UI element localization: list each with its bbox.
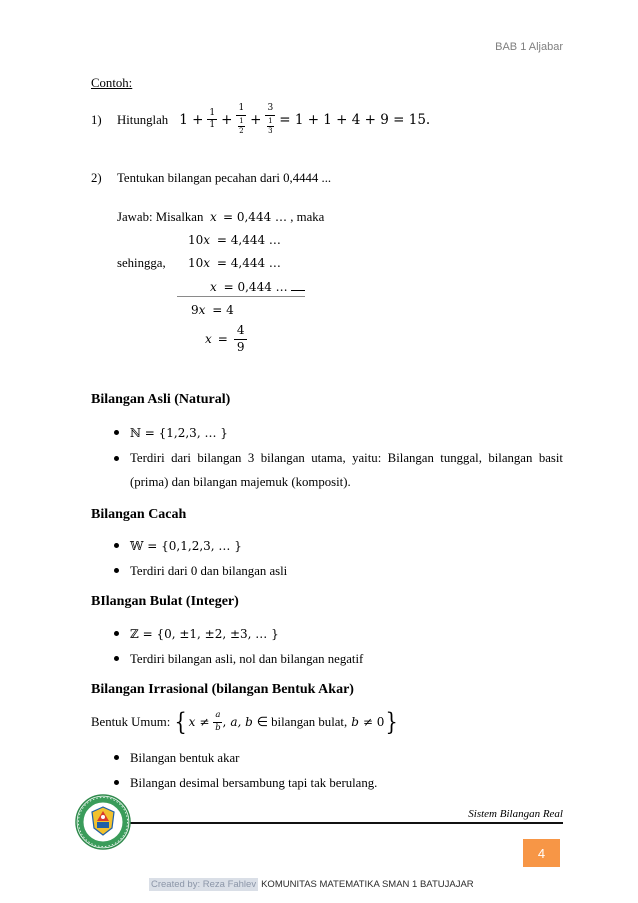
variable-b: b [351,715,359,729]
whole-set-notation: 𝕎 = {0,1,2,3, … } [130,539,242,553]
variable-x: x [203,256,211,270]
bullet-marker [114,430,119,435]
fraction-1-denominator: 1 [209,120,216,131]
irrational-item: Bilangan bentuk akar [130,751,240,765]
fraction-3 [265,104,275,135]
fraction-1-numerator: 1 [207,109,217,121]
answer-line-6 [205,321,247,357]
fraction-2-denominator [238,116,244,135]
fraction-a-over-b [213,711,222,733]
plus-operator: + [250,111,262,128]
answer-line-3 [188,255,281,271]
coefficient: 10 [188,256,204,270]
natural-set-notation: ℕ = {1,2,3, … } [130,426,228,440]
plus-operator: + [221,111,233,128]
membership-condition: ∈ bilangan bulat, [256,714,348,729]
fraction-3-numerator: 3 [265,104,275,116]
bullet-marker [114,656,119,661]
expression-result: = 1 + 1 + 4 + 9 = 15. [279,111,431,128]
section-title-integer: BIlangan Bulat (Integer) [91,594,239,609]
nonzero-condition: ≠ 0 [362,715,385,729]
equals-sign: = [217,332,228,346]
answer-suffix: , maka [290,210,325,224]
integer-set-notation: ℤ = {0, ±1, ±2, ±3, … } [130,627,279,641]
separator: , [222,715,227,729]
bullet-marker [114,543,119,548]
nested-fraction-2 [238,118,244,135]
general-form [91,706,400,738]
answer-line-5 [191,302,234,318]
variable-x: x [205,332,212,346]
section-title-whole: Bilangan Cacah [91,507,187,522]
example-1 [91,103,432,137]
answer-line-4 [210,279,288,295]
equation-rhs: = 0,444 … [222,210,288,224]
subtraction-mark [291,290,305,291]
variable-x: x [188,715,196,729]
nested-fraction-2-numerator: 1 [239,117,244,126]
answer-line-1 [210,209,324,225]
integer-description: Terdiri bilangan asli, nol dan bilangan negatif [130,652,364,666]
example-2-question: Tentukan bilangan pecahan dari 0,4444 ... [117,171,332,185]
bullet-marker [114,568,119,573]
natural-description: Terdiri dari bilangan 3 bilangan utama, yaitu: Bilangan tunggal, bilangan basit (prima) dan bilangan majemuk (komposit). [130,451,563,489]
equation-rhs: = 4,444 … [216,233,281,247]
result-numerator: 4 [234,324,248,339]
examples-heading: Contoh: [91,76,133,90]
equation-rhs: = 0,444 … [223,280,288,294]
variable-x: x [210,280,217,294]
community-name: KOMUNITAS MATEMATIKA SMAN 1 BATUJAJAR [261,879,474,890]
fraction-1 [207,109,217,132]
therefore-label: sehingga, [117,256,166,270]
general-form-label: Bentuk Umum: [91,714,171,729]
footer-rule [128,822,563,824]
fraction-2-numerator: 1 [236,104,246,116]
school-emblem-icon [75,794,131,850]
variable-x: x [203,233,211,247]
not-equal-sign: ≠ [199,715,210,729]
irrational-item: Bilangan desimal bersambung tapi tak berulang. [130,776,378,790]
result-denominator: 9 [236,339,245,354]
footer-caption: Sistem Bilangan Real [468,808,563,820]
answer-line-2 [188,232,281,248]
variables-a-b: a, b [230,715,253,729]
whole-description: Terdiri dari 0 dan bilangan asli [130,564,288,578]
equation-rhs: = 4 [212,303,234,317]
footer-credit-line [149,877,474,893]
close-brace: } [385,708,399,736]
bullet-marker [114,780,119,785]
page-number: 4 [523,839,560,867]
example-1-instruction: Hitunglah [117,112,169,127]
nested-fraction-3 [267,118,273,135]
equation-rhs: = 4,444 … [216,256,281,270]
fraction-denominator: b [215,722,221,733]
coefficient: 9 [191,303,199,317]
expression-lead: 1 + [179,111,204,128]
nested-fraction-3-numerator: 1 [268,117,273,126]
variable-x: x [198,303,206,317]
example-2-number: 2) [91,171,102,185]
result-fraction [234,324,248,353]
section-title-irrational: Bilangan Irrasional (bilangan Bentuk Akar) [91,682,354,697]
bullet-marker [114,631,119,636]
fraction-numerator: a [213,711,222,722]
variable-x: x [210,210,217,224]
example-1-number: 1) [91,112,102,127]
fraction-2 [236,104,246,135]
fraction-3-denominator [267,116,273,135]
answer-label: Jawab: Misalkan [117,210,204,224]
example-1-expression [177,104,432,135]
nested-fraction-3-denominator: 3 [268,126,273,135]
coefficient: 10 [188,233,204,247]
bullet-marker [114,755,119,760]
chapter-header: BAB 1 Aljabar [495,41,563,53]
subtraction-rule [177,296,305,297]
author-credit: Created by: Reza Fahlev [151,879,257,890]
bullet-marker [114,456,119,461]
open-brace: { [174,708,188,736]
nested-fraction-2-denominator: 2 [239,126,244,135]
section-title-natural: Bilangan Asli (Natural) [91,392,231,407]
